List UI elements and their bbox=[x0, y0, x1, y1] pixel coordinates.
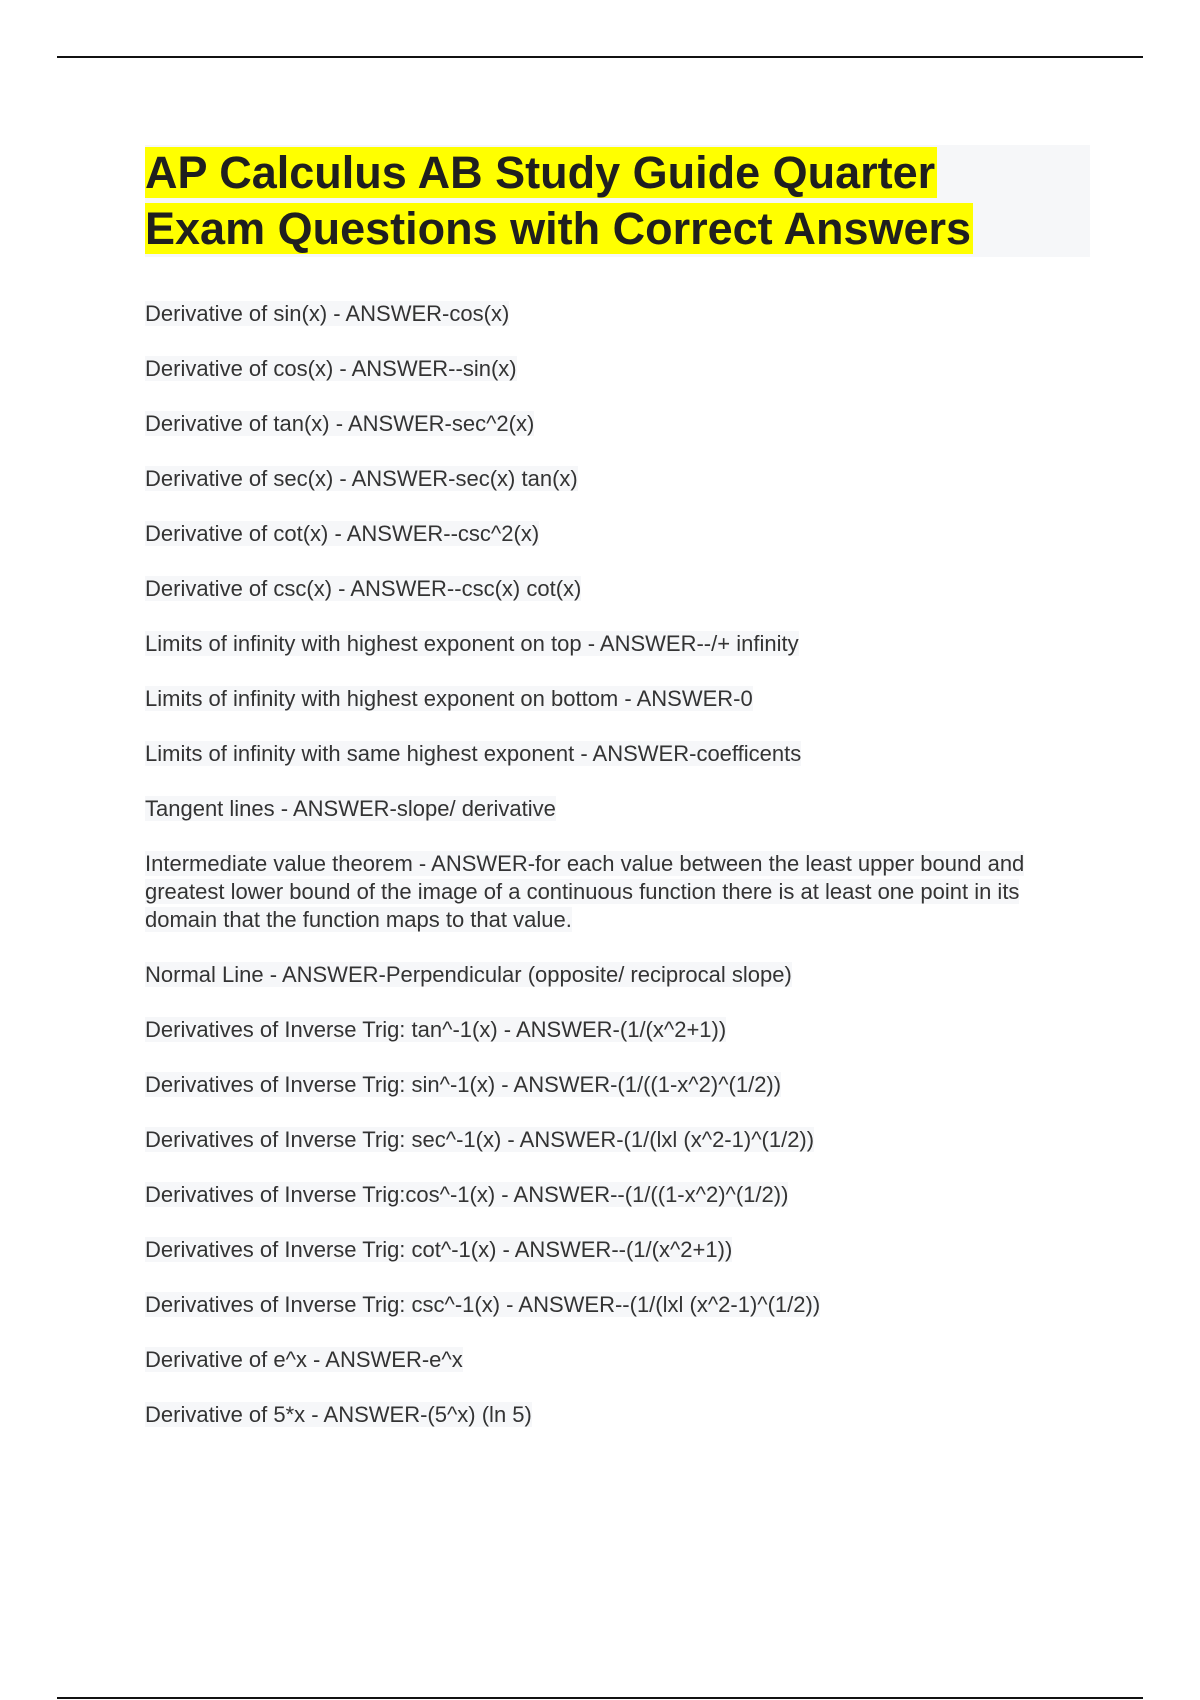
list-item bbox=[145, 685, 1085, 713]
list-item bbox=[145, 1016, 1085, 1044]
title-block bbox=[145, 145, 1090, 257]
list-item bbox=[145, 1346, 1085, 1374]
list-item bbox=[145, 575, 1085, 603]
list-item bbox=[145, 1181, 1085, 1209]
title-line-1: AP Calculus AB Study Guide Quarter bbox=[145, 147, 936, 198]
list-item bbox=[145, 1291, 1085, 1319]
list-item bbox=[145, 1401, 1085, 1429]
qa-text: Derivative of sin(x) - ANSWER-cos(x) bbox=[145, 301, 510, 326]
list-item bbox=[145, 410, 1085, 438]
list-item bbox=[145, 795, 1085, 823]
qa-text: Tangent lines - ANSWER-slope/ derivative bbox=[145, 796, 556, 821]
document-title bbox=[145, 145, 1090, 257]
qa-list bbox=[145, 300, 1085, 1456]
qa-text: Derivative of sec(x) - ANSWER-sec(x) tan(x) bbox=[145, 466, 578, 491]
qa-text: Derivative of 5*x - ANSWER-(5^x) (ln 5) bbox=[145, 1402, 532, 1427]
qa-text: Derivative of cos(x) - ANSWER--sin(x) bbox=[145, 356, 517, 381]
qa-text: Derivative of tan(x) - ANSWER-sec^2(x) bbox=[145, 411, 535, 436]
qa-text: Intermediate value theorem - ANSWER-for each value between the least upper bound and greatest lower bound of the image of a continuous function there is at least one point in its domain that the function maps to that value. bbox=[145, 851, 1025, 932]
qa-text: Derivatives of Inverse Trig: tan^-1(x) - ANSWER-(1/(x^2+1)) bbox=[145, 1017, 727, 1042]
qa-text: Derivatives of Inverse Trig: sec^-1(x) - ANSWER-(1/(lxl (x^2-1)^(1/2)) bbox=[145, 1127, 815, 1152]
qa-text: Derivative of csc(x) - ANSWER--csc(x) cot(x) bbox=[145, 576, 582, 601]
bottom-rule bbox=[57, 1697, 1143, 1699]
qa-text: Derivatives of Inverse Trig: cot^-1(x) - ANSWER--(1/(x^2+1)) bbox=[145, 1237, 733, 1262]
qa-text: Limits of infinity with highest exponent on bottom - ANSWER-0 bbox=[145, 686, 753, 711]
list-item bbox=[145, 465, 1085, 493]
list-item bbox=[145, 1071, 1085, 1099]
qa-text: Derivatives of Inverse Trig: csc^-1(x) - ANSWER--(1/(lxl (x^2-1)^(1/2)) bbox=[145, 1292, 821, 1317]
list-item bbox=[145, 1236, 1085, 1264]
qa-text: Normal Line - ANSWER-Perpendicular (opposite/ reciprocal slope) bbox=[145, 962, 792, 987]
qa-text: Limits of infinity with same highest exponent - ANSWER-coefficents bbox=[145, 741, 802, 766]
qa-text: Derivative of cot(x) - ANSWER--csc^2(x) bbox=[145, 521, 540, 546]
list-item bbox=[145, 961, 1085, 989]
list-item bbox=[145, 630, 1085, 658]
list-item bbox=[145, 300, 1085, 328]
list-item bbox=[145, 740, 1085, 768]
title-line-2: Exam Questions with Correct Answers bbox=[145, 203, 972, 254]
qa-text: Derivatives of Inverse Trig: sin^-1(x) - ANSWER-(1/((1-x^2)^(1/2)) bbox=[145, 1072, 782, 1097]
top-rule bbox=[57, 56, 1143, 58]
qa-text: Limits of infinity with highest exponent on top - ANSWER--/+ infinity bbox=[145, 631, 799, 656]
list-item bbox=[145, 520, 1085, 548]
qa-text: Derivative of e^x - ANSWER-e^x bbox=[145, 1347, 463, 1372]
list-item bbox=[145, 355, 1085, 383]
qa-text: Derivatives of Inverse Trig:cos^-1(x) - ANSWER--(1/((1-x^2)^(1/2)) bbox=[145, 1182, 789, 1207]
list-item bbox=[145, 850, 1085, 934]
list-item bbox=[145, 1126, 1085, 1154]
